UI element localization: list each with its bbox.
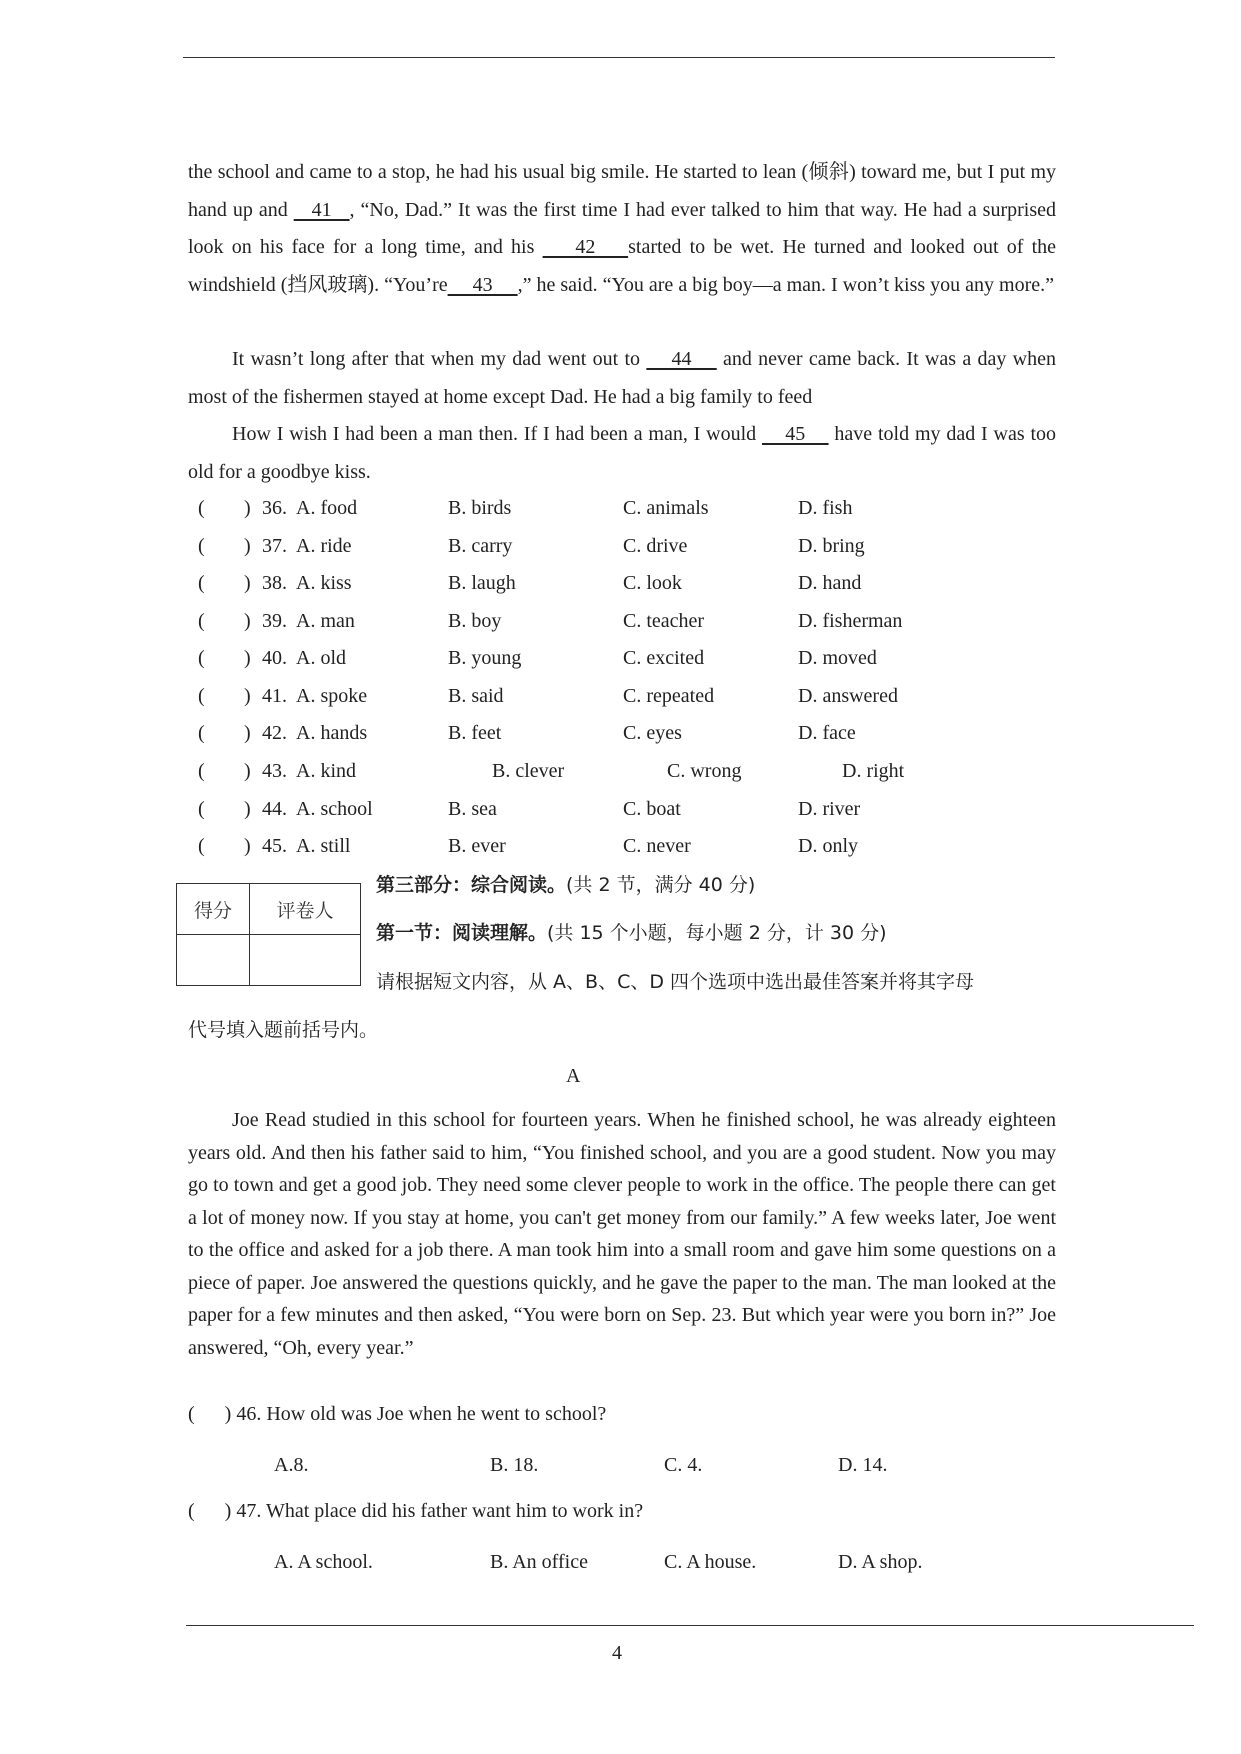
- option-row-41: [198, 682, 958, 710]
- question-number: 43.: [262, 760, 287, 782]
- option-d: D. right: [842, 760, 905, 782]
- passage-text: It wasn’t long after that when my dad went out to: [232, 348, 647, 370]
- answer-paren-open: (: [198, 572, 205, 594]
- question-number: 44.: [262, 798, 287, 820]
- option-row-38: [198, 569, 958, 597]
- subsection-title-rest: (共 15 个小题，每小题 2 分，计 30 分): [547, 922, 887, 944]
- answer-paren-open: (: [198, 760, 205, 782]
- question-46-options: [274, 1451, 974, 1479]
- option-b: B. 18.: [490, 1454, 539, 1476]
- question-number: 42.: [262, 722, 287, 744]
- option-d: D. fish: [798, 497, 853, 519]
- answer-paren-open: (: [198, 497, 205, 519]
- question-number: 39.: [262, 610, 287, 632]
- option-row-39: [198, 607, 958, 635]
- question-number: 45.: [262, 835, 287, 857]
- answer-paren-close: ): [244, 835, 251, 857]
- option-b: B. laugh: [448, 572, 516, 594]
- passage-text: I put my hand up and: [188, 161, 1057, 221]
- score-cell[interactable]: [177, 935, 250, 986]
- footer-rule: [186, 1625, 1194, 1626]
- passage-text: and never came back. It was a day when most of the fishermen stayed at home except Dad. He had a big family to feed: [188, 348, 1056, 408]
- option-c: C. wrong: [667, 760, 742, 782]
- grader-cell[interactable]: [250, 935, 361, 986]
- answer-paren-close: ): [244, 497, 251, 519]
- passage-a-text: Joe Read studied in this school for fourteen years. When he finished school, he was already eighteen years old. And then his father said to him, “You finished school, and you are a good student. Now you may go to town and get a good job. They need some clever people to work in the office. The people there can get a lot of money now. If you stay at home, you can't get money from our family.” A few weeks later, Joe went to the office and asked for a job there. A man took him into a small room and gave him some questions on a piece of paper. Joe answered the questions quickly, and he gave the paper to the man. The man looked at the paper for a few minutes and then asked, “You were born on Sep. 23. But which year were you born in?” Joe answered, “Oh, every year.”: [188, 1109, 1056, 1359]
- passage-text: and looked out of the windshield (挡风玻璃). “You’re: [188, 236, 1057, 296]
- passage-label: A: [566, 1065, 581, 1087]
- blank-45: 45: [761, 423, 829, 445]
- passage-text: started to be wet. He turned: [628, 236, 866, 258]
- option-d: D. answered: [798, 685, 898, 707]
- passage-paragraph-3: [188, 416, 1056, 491]
- option-c: C. repeated: [623, 685, 715, 707]
- answer-paren-open: (: [198, 835, 205, 857]
- question-number: 38.: [262, 572, 287, 594]
- blank-42: 42: [542, 236, 629, 258]
- passage-text: have told my dad I was too old for a goodbye kiss.: [188, 423, 1056, 483]
- option-c: C. excited: [623, 647, 705, 669]
- option-row-43: [198, 757, 958, 785]
- instructions-line-2: 代号填入题前括号内。: [188, 1019, 379, 1041]
- option-d: D. moved: [798, 647, 877, 669]
- passage-line: the school and came to a stop, he had his usual big smile. He started to lean (倾斜) toward me, but: [188, 161, 983, 183]
- option-a: A. kind: [296, 760, 356, 782]
- question-number: 37.: [262, 535, 287, 557]
- answer-paren-close: ): [244, 760, 251, 782]
- passage-line: boy—a man. I won’t kiss you any more.”: [722, 273, 1054, 296]
- answer-paren-open: (: [198, 722, 205, 744]
- option-b: B. An office: [490, 1551, 588, 1573]
- option-a: A. kiss: [296, 572, 352, 594]
- header-rule: [183, 57, 1055, 58]
- answer-paren-open: (: [198, 610, 205, 632]
- score-box: [176, 883, 361, 986]
- blank-44: 44: [646, 348, 717, 370]
- passage-continued: [188, 154, 1056, 304]
- option-row-40: [198, 644, 958, 672]
- option-b: B. clever: [492, 760, 565, 782]
- option-a: A. still: [296, 835, 351, 857]
- answer-paren-open: (: [198, 685, 205, 707]
- option-a: A. old: [296, 647, 346, 669]
- passage-text: , “No, Dad.” It was the first time I had ever talked to him that way.: [349, 198, 898, 221]
- option-d: D. face: [798, 722, 856, 744]
- option-row-42: [198, 719, 958, 747]
- option-row-37: [198, 532, 958, 560]
- option-d: D. river: [798, 798, 861, 820]
- option-b: B. boy: [448, 610, 502, 632]
- option-c: C. drive: [623, 535, 688, 557]
- option-c: C. 4.: [664, 1454, 703, 1476]
- passage-text: How I wish I had been a man then. If I had been a man, I would: [232, 423, 762, 445]
- answer-paren-close: ): [244, 610, 251, 632]
- option-b: B. sea: [448, 798, 497, 820]
- option-d: D. hand: [798, 572, 862, 594]
- option-d: D. bring: [798, 535, 865, 557]
- option-a: A. man: [296, 610, 355, 632]
- answer-paren-open: (: [198, 798, 205, 820]
- question-46: ( ) 46. How old was Joe when he went to school?: [188, 1403, 607, 1425]
- option-a: A. spoke: [296, 685, 368, 707]
- answer-paren-close: ): [244, 798, 251, 820]
- subsection-title: [376, 918, 887, 945]
- answer-paren-close: ): [244, 722, 251, 744]
- passage-paragraph-2: [188, 341, 1056, 416]
- subsection-title-bold: 第一节：阅读理解。: [376, 922, 548, 944]
- answer-paren-open: (: [198, 535, 205, 557]
- option-d: D. 14.: [838, 1454, 888, 1476]
- answer-paren-close: ): [244, 572, 251, 594]
- option-a: A. school: [296, 798, 373, 820]
- question-number: 36.: [262, 497, 287, 519]
- option-a: A. A school.: [274, 1551, 373, 1573]
- question-47-options: [274, 1548, 974, 1576]
- option-d: D. A shop.: [838, 1551, 923, 1573]
- option-c: C. teacher: [623, 610, 705, 632]
- question-number: 41.: [262, 685, 287, 707]
- answer-paren-close: ): [244, 535, 251, 557]
- option-a: A. hands: [296, 722, 368, 744]
- grader-label: 评卷人: [250, 884, 361, 935]
- option-a: A.8.: [274, 1454, 309, 1476]
- option-c: C. A house.: [664, 1551, 757, 1573]
- option-a: A. food: [296, 497, 358, 519]
- question-47: ( ) 47. What place did his father want him to work in?: [188, 1500, 644, 1522]
- score-label: 得分: [177, 884, 250, 935]
- blank-43: 43: [447, 273, 518, 296]
- section-title-bold: 第三部分：综合阅读。: [376, 874, 567, 896]
- option-d: D. only: [798, 835, 858, 857]
- option-b: B. birds: [448, 497, 512, 519]
- page-number: 4: [612, 1642, 622, 1664]
- section-title: [376, 870, 755, 897]
- answer-paren-close: ): [244, 647, 251, 669]
- passage-text: He had a surprised look on his face for a long time, and his: [188, 198, 1057, 258]
- question-number: 40.: [262, 647, 287, 669]
- option-b: B. young: [448, 647, 522, 669]
- passage-text: ,” he said. “You are a big: [517, 273, 718, 296]
- answer-paren-close: ): [244, 685, 251, 707]
- option-c: C. boat: [623, 798, 681, 820]
- option-b: B. ever: [448, 835, 506, 857]
- option-c: C. look: [623, 572, 682, 594]
- option-c: C. eyes: [623, 722, 682, 744]
- option-row-45: [198, 832, 958, 860]
- answer-paren-open: (: [198, 647, 205, 669]
- option-c: C. never: [623, 835, 691, 857]
- option-row-44: [198, 795, 958, 823]
- option-b: B. carry: [448, 535, 513, 557]
- section-title-rest: (共 2 节，满分 40 分): [566, 874, 756, 896]
- option-c: C. animals: [623, 497, 709, 519]
- instructions-line-1: 请根据短文内容，从 A、B、C、D 四个选项中选出最佳答案并将其字母: [376, 971, 975, 993]
- blank-41: 41: [293, 198, 350, 221]
- option-row-36: [198, 494, 958, 522]
- option-b: B. feet: [448, 722, 502, 744]
- option-a: A. ride: [296, 535, 352, 557]
- option-b: B. said: [448, 685, 504, 707]
- option-d: D. fisherman: [798, 610, 903, 632]
